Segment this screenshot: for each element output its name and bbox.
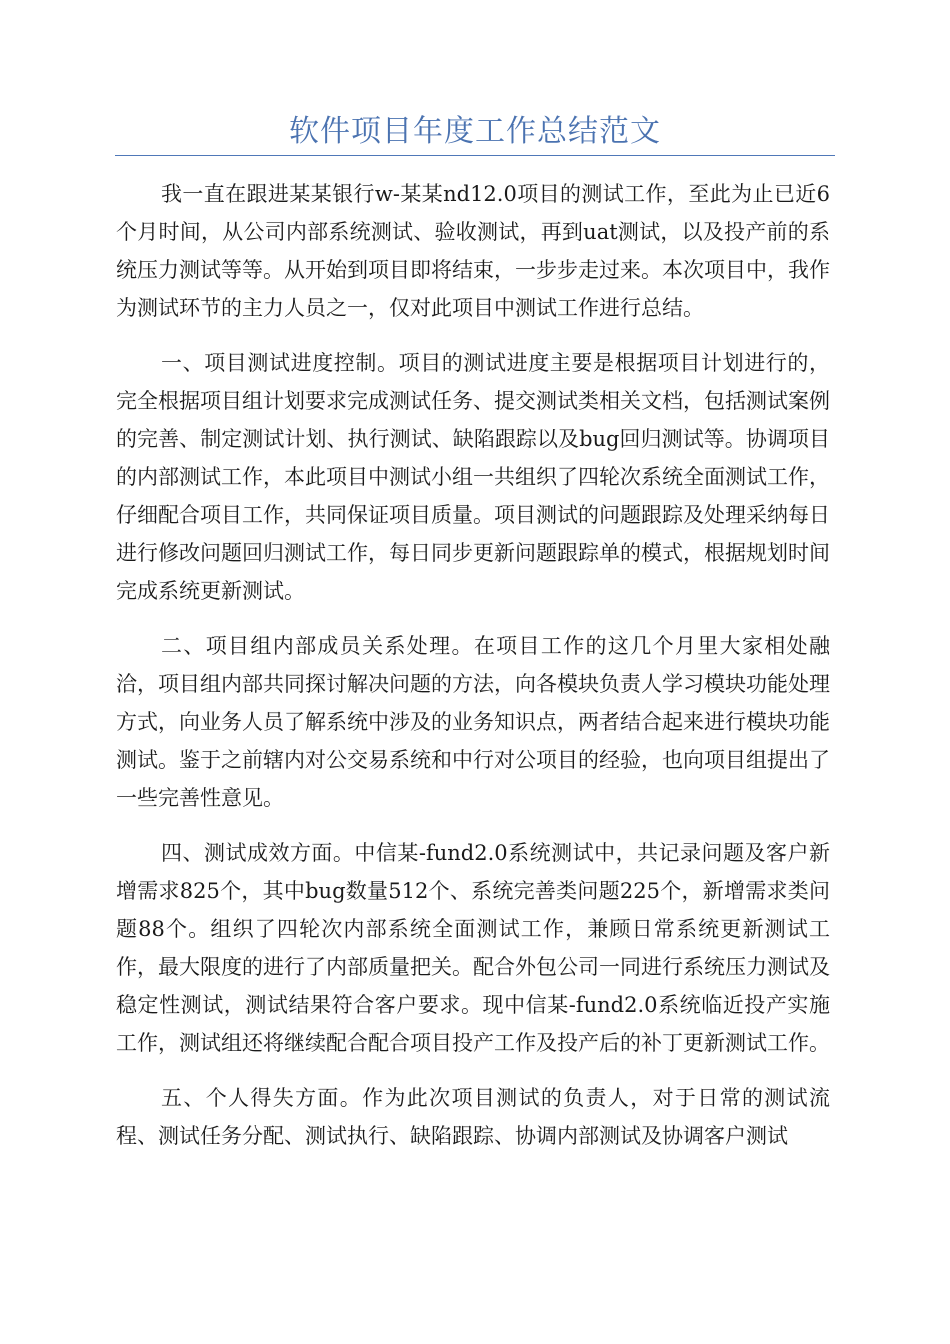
paragraph-team-relations: 二、项目组内部成员关系处理。在项目工作的这几个月里大家相处融洽，项目组内部共同探讨解决问题的方法，向各模块负责人学习模块功能处理方式，向业务人员了解系统中涉及的业务知识点，两者结合起来进行模块功能测试。鉴于之前辖内对公交易系统和中行对公项目的经验，也向项目组提出了一些完善性意见。 bbox=[116, 634, 830, 810]
document-body bbox=[116, 175, 830, 1172]
paragraph-personal-review: 五、个人得失方面。作为此次项目测试的负责人，对于日常的测试流程、测试任务分配、测试执行、缺陷跟踪、协调内部测试及协调客户测试 bbox=[116, 1086, 830, 1148]
title-underline bbox=[115, 155, 835, 156]
paragraph-progress-control: 一、项目测试进度控制。项目的测试进度主要是根据项目计划进行的，完全根据项目组计划要求完成测试任务、提交测试类相关文档，包括测试案例的完善、制定测试计划、执行测试、缺陷跟踪以及bug回归测试等。协调项目的内部测试工作，本此项目中测试小组一共组织了四轮次系统全面测试工作，仔细配合项目工作，共同保证项目质量。项目测试的问题跟踪及处理采纳每日进行修改问题回归测试工作，每日同步更新问题跟踪单的模式，根据规划时间完成系统更新测试。 bbox=[116, 351, 830, 603]
paragraph-test-results: 四、测试成效方面。中信某-fund2.0系统测试中，共记录问题及客户新增需求825个，其中bug数量512个、系统完善类问题225个，新增需求类问题88个。组织了四轮次内部系统全面测试工作，兼顾日常系统更新测试工作，最大限度的进行了内部质量把关。配合外包公司一同进行系统压力测试及稳定性测试，测试结果符合客户要求。现中信某-fund2.0系统临近投产实施工作，测试组还将继续配合配合项目投产工作及投产后的补丁更新测试工作。 bbox=[116, 841, 830, 1055]
paragraph-intro: 我一直在跟进某某银行w-某某nd12.0项目的测试工作，至此为止已近6个月时间，从公司内部系统测试、验收测试，再到uat测试，以及投产前的系统压力测试等等。从开始到项目即将结束，一步步走过来。本次项目中，我作为测试环节的主力人员之一，仅对此项目中测试工作进行总结。 bbox=[116, 182, 830, 320]
document-title: 软件项目年度工作总结范文 bbox=[289, 114, 661, 149]
